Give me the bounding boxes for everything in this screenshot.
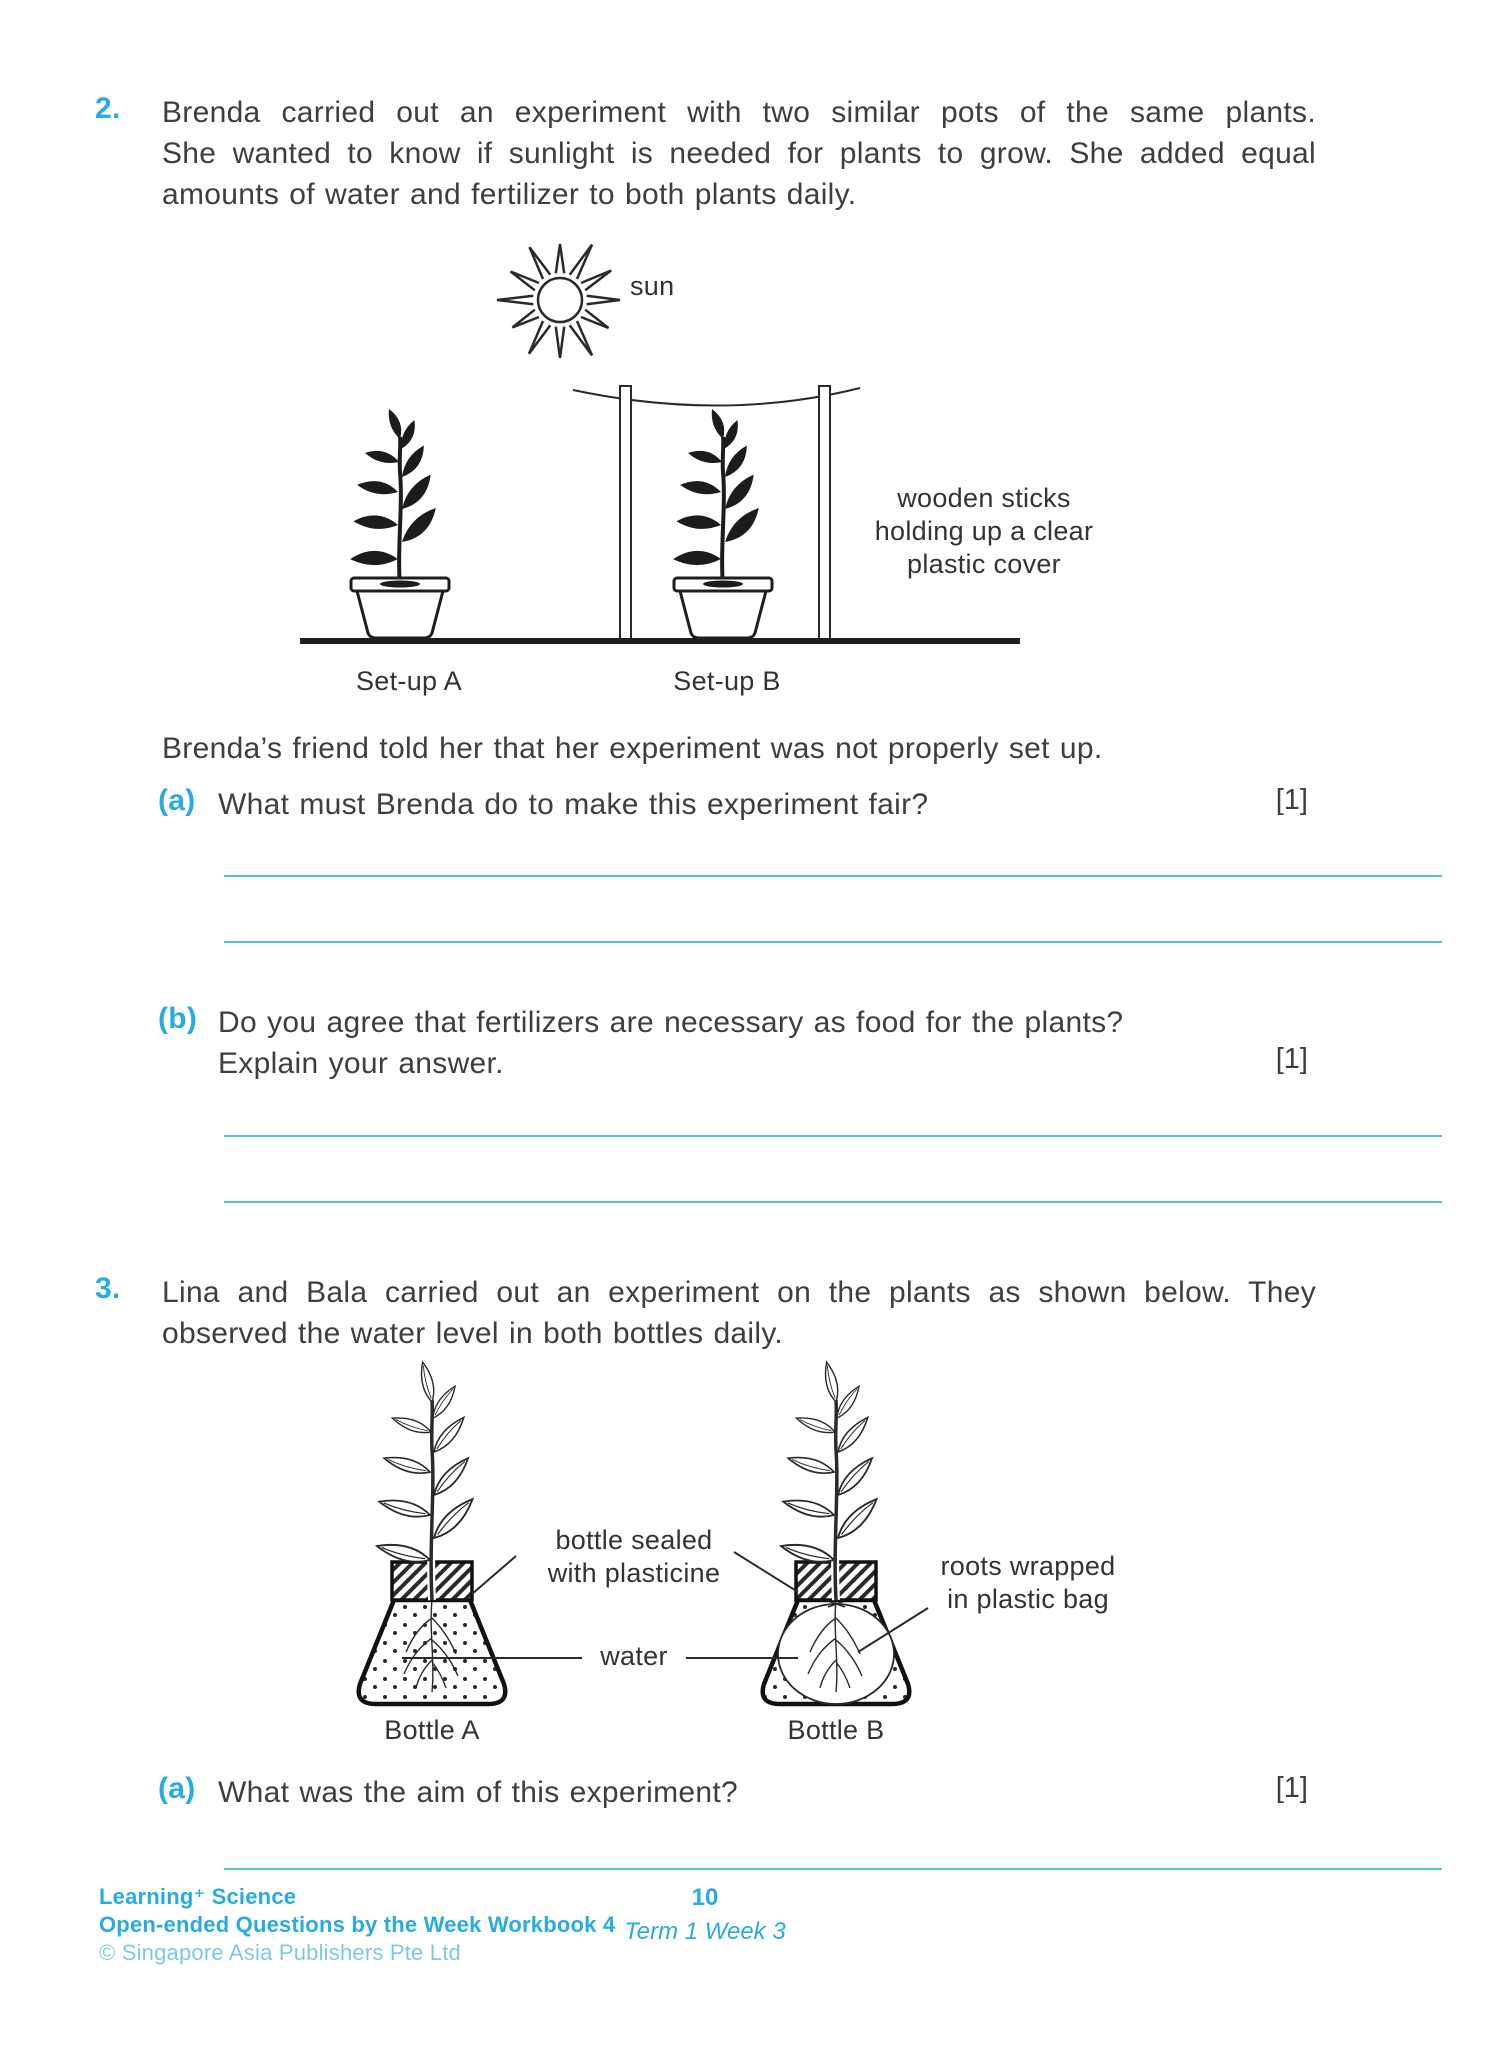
question-3a-text: What was the aim of this experiment? [218, 1776, 739, 1809]
seal-label-line-1: bottle sealed [555, 1525, 713, 1555]
answer-line-2a-1[interactable] [224, 875, 1442, 877]
experiment-diagram-setups [250, 235, 1160, 710]
question-3-text-line-2: observed the water level in both bottles daily. [162, 1317, 784, 1350]
question-2b-label: (b) [158, 1002, 198, 1035]
question-2-text-line-2: She wanted to know if sunlight is needed for plants to grow. She added equal [162, 137, 1316, 170]
footer-term: Term 1 Week 3 [624, 1918, 786, 1945]
water-label: water [600, 1641, 668, 1671]
setup-a-label: Set-up A [356, 666, 462, 696]
setup-b-label: Set-up B [673, 666, 781, 696]
wooden-sticks-label-line-3: plastic cover [907, 549, 1061, 579]
plant-setup-b [673, 409, 767, 587]
wooden-sticks-label-line-2: holding up a clear [874, 516, 1094, 546]
question-3-text-line-1: Lina and Bala carried out an experiment on the plants as shown below. They [162, 1276, 1316, 1309]
wooden-sticks-label-line-1: wooden sticks [897, 483, 1071, 513]
roots-label-line-2: in plastic bag [947, 1584, 1109, 1614]
question-2b-text-line-2: Explain your answer. [218, 1047, 504, 1080]
question-2b-marks: [1] [1275, 1043, 1308, 1075]
question-2a-text: What must Brenda do to make this experiment fair? [218, 788, 929, 821]
sun-icon [497, 244, 620, 358]
plastic-cover-curve [573, 388, 860, 406]
wooden-stick-left [620, 386, 631, 639]
pot-setup-a [351, 578, 449, 638]
answer-line-3a-1[interactable] [224, 1868, 1442, 1870]
sun-label: sun [630, 271, 675, 301]
question-2b-text-line-1: Do you agree that fertilizers are necessary as food for the plants? [218, 1006, 1124, 1039]
bottle-a-label: Bottle A [384, 1715, 480, 1745]
seal-label [514, 1524, 754, 1590]
pointer-seal-to-bottle-a [472, 1556, 516, 1594]
wooden-sticks-label [856, 482, 1112, 581]
roots-label-line-1: roots wrapped [940, 1551, 1116, 1581]
question-2-text-line-3: amounts of water and fertilizer to both plants daily. [162, 178, 857, 211]
footer-title: Open-ended Questions by the Week Workbook 4 [99, 1912, 616, 1937]
bottle-b-label: Bottle B [787, 1715, 885, 1745]
question-3a-label: (a) [158, 1772, 196, 1805]
pot-setup-b [674, 578, 772, 638]
footer-series: Learning⁺ Science [99, 1884, 297, 1909]
footer-page-number: 10 [691, 1884, 719, 1911]
question-2-number: 2. [95, 92, 121, 125]
question-2-text-line-1: Brenda carried out an experiment with two similar pots of the same plants. [162, 96, 1316, 129]
question-3-number: 3. [95, 1272, 121, 1305]
answer-line-2b-1[interactable] [224, 1135, 1442, 1137]
plant-setup-a [350, 409, 444, 587]
question-2-intro: Brenda’s friend told her that her experiment was not properly set up. [162, 732, 1103, 765]
answer-line-2a-2[interactable] [224, 941, 1442, 943]
roots-label [903, 1550, 1153, 1616]
wooden-stick-right [819, 386, 830, 639]
footer-copyright: © Singapore Asia Publishers Pte Ltd [99, 1940, 461, 1965]
seal-label-line-2: with plasticine [547, 1558, 721, 1588]
question-2a-marks: [1] [1275, 784, 1308, 816]
answer-line-2b-2[interactable] [224, 1201, 1442, 1203]
question-3a-marks: [1] [1275, 1772, 1308, 1804]
question-2a-label: (a) [158, 784, 196, 817]
